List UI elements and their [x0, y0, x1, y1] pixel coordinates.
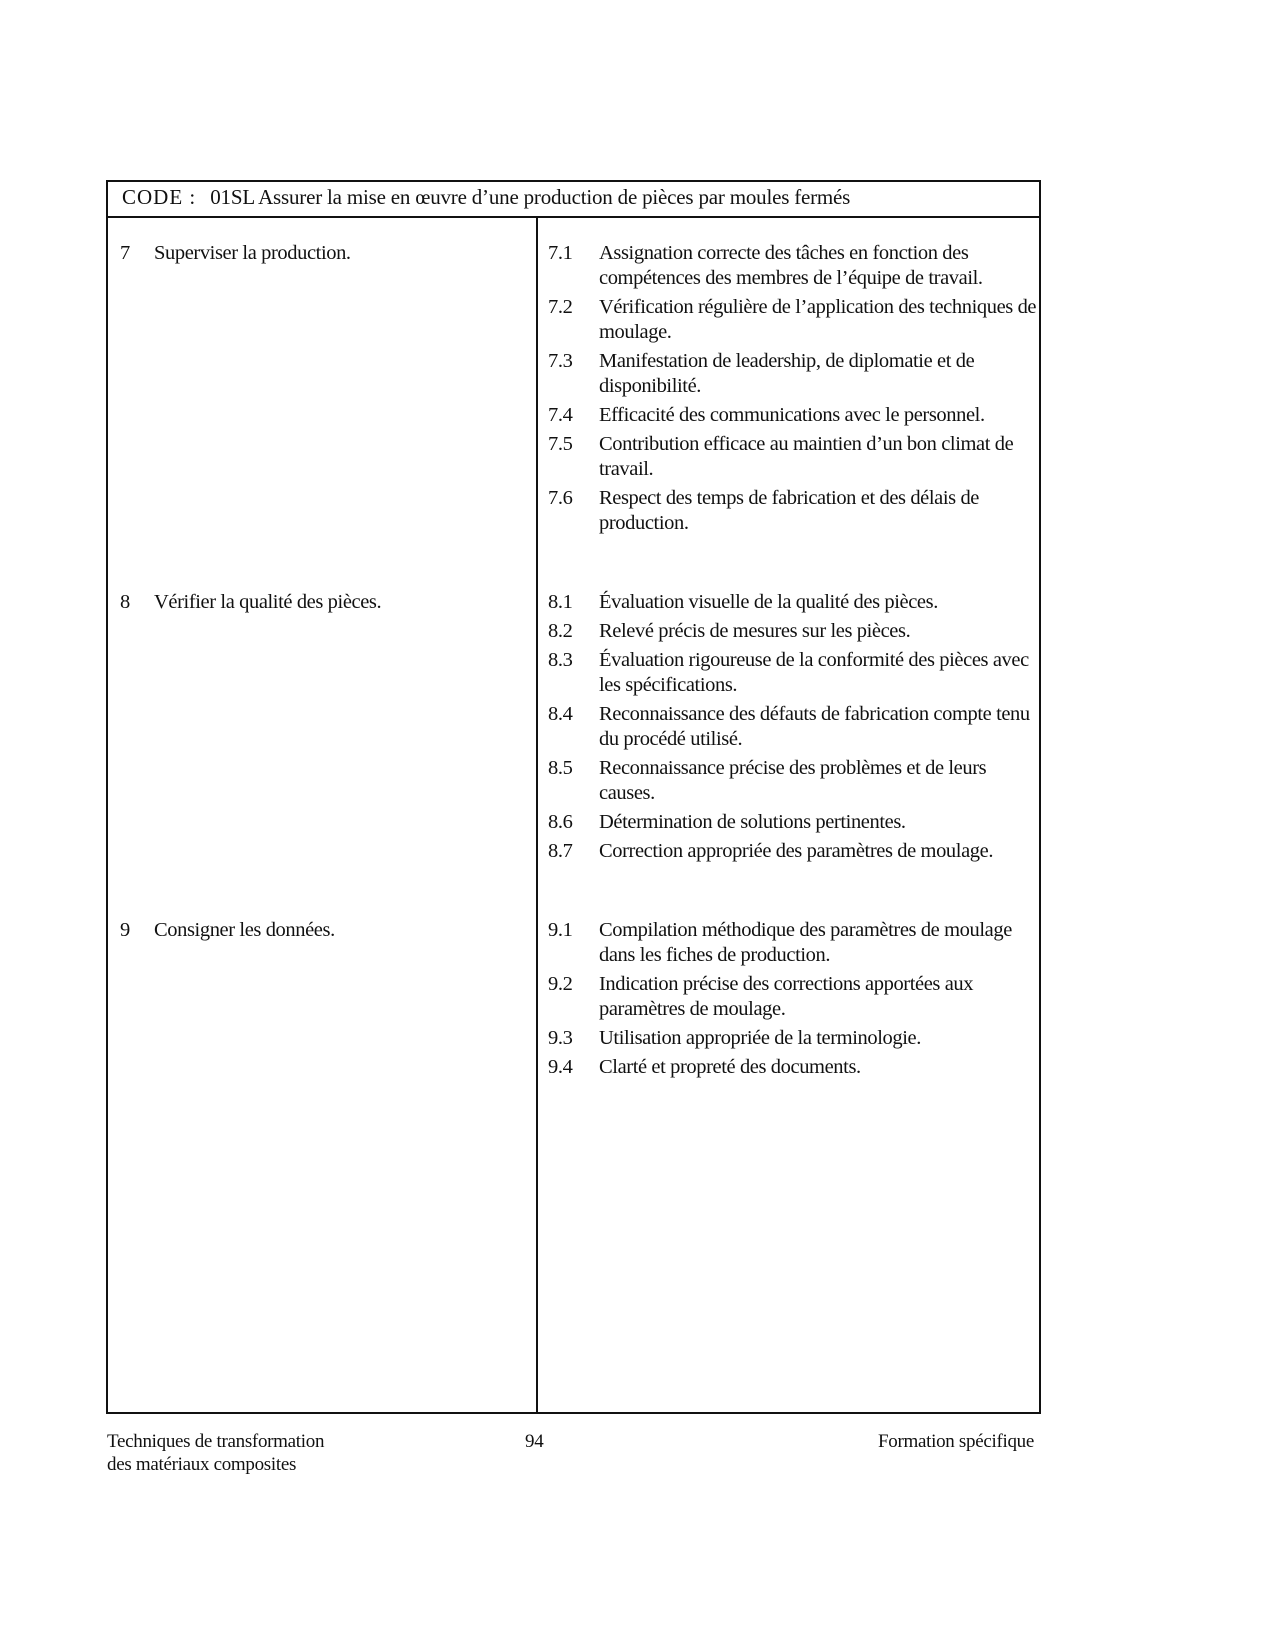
element-number: 7 [120, 242, 130, 264]
criterion-number: 8.2 [548, 620, 573, 642]
criterion-text: Détermination de solutions pertinentes. [599, 811, 906, 833]
criterion-item [548, 839, 1038, 864]
criterion-text: Manifestation de leadership, de diplomatie et de disponibilité. [599, 350, 975, 397]
criterion-text: Compilation méthodique des paramètres de moulage dans les fiches de production. [599, 919, 1012, 966]
criterion-text: Indication précise des corrections apportées aux paramètres de moulage. [599, 973, 974, 1020]
criterion-number: 7.2 [548, 296, 573, 318]
criterion-item [548, 432, 1038, 482]
header-divider [108, 216, 1039, 218]
criterion-number: 7.1 [548, 242, 573, 264]
criterion-text: Contribution efficace au maintien d’un bon climat de travail. [599, 433, 1014, 480]
criterion-number: 7.3 [548, 350, 573, 372]
criterion-text: Évaluation visuelle de la qualité des pièces. [599, 591, 938, 613]
competency-element [120, 590, 520, 615]
criterion-text: Reconnaissance précise des problèmes et de leurs causes. [599, 757, 987, 804]
criterion-text: Correction appropriée des paramètres de moulage. [599, 840, 994, 862]
criterion-item [548, 349, 1038, 399]
element-title: Consigner les données. [154, 919, 335, 941]
criterion-number: 7.5 [548, 433, 573, 455]
performance-criteria-list [548, 241, 1038, 540]
criterion-item [548, 1026, 1038, 1051]
element-title: Superviser la production. [154, 242, 351, 264]
criterion-item [548, 810, 1038, 835]
criterion-item [548, 972, 1038, 1022]
criterion-text: Vérification régulière de l’application des techniques de moulage. [599, 296, 1037, 343]
element-title: Vérifier la qualité des pièces. [154, 591, 382, 613]
code-label: CODE : [122, 185, 197, 209]
criterion-number: 7.6 [548, 487, 573, 509]
criterion-item [548, 648, 1038, 698]
criterion-item [548, 1055, 1038, 1080]
footer-program-line2: des matériaux composites [107, 1454, 297, 1475]
criterion-number: 8.6 [548, 811, 573, 833]
criterion-number: 9.1 [548, 919, 573, 941]
competency-table [106, 180, 1041, 1414]
criterion-number: 8.3 [548, 649, 573, 671]
criterion-number: 9.3 [548, 1027, 573, 1049]
element-number: 9 [120, 919, 130, 941]
criterion-text: Évaluation rigoureuse de la conformité des pièces avec les spécifications. [599, 649, 1029, 696]
footer-right: Formation spécifique [878, 1431, 1034, 1452]
column-divider [536, 218, 538, 1412]
criterion-text: Respect des temps de fabrication et des délais de production. [599, 487, 980, 534]
page-number: 94 [525, 1431, 544, 1452]
criterion-item [548, 590, 1038, 615]
criterion-item [548, 918, 1038, 968]
criterion-number: 8.7 [548, 840, 573, 862]
criterion-text: Clarté et propreté des documents. [599, 1056, 861, 1078]
code-header [122, 185, 850, 210]
criterion-text: Relevé précis de mesures sur les pièces. [599, 620, 911, 642]
criterion-item [548, 702, 1038, 752]
performance-criteria-list [548, 918, 1038, 1084]
criterion-text: Utilisation appropriée de la terminologie. [599, 1027, 921, 1049]
criterion-number: 8.4 [548, 703, 573, 725]
performance-criteria-list [548, 590, 1038, 868]
criterion-text: Reconnaissance des défauts de fabrication compte tenu du procédé utilisé. [599, 703, 1030, 750]
criterion-item [548, 486, 1038, 536]
code-title: 01SL Assurer la mise en œuvre d’une production de pièces par moules fermés [210, 185, 851, 209]
criterion-number: 9.4 [548, 1056, 573, 1078]
criterion-number: 9.2 [548, 973, 573, 995]
criterion-text: Assignation correcte des tâches en fonction des compétences des membres de l’équipe de travail. [599, 242, 983, 289]
criterion-item [548, 403, 1038, 428]
criterion-item [548, 241, 1038, 291]
criterion-number: 8.5 [548, 757, 573, 779]
criterion-item [548, 619, 1038, 644]
competency-element [120, 241, 520, 266]
criterion-item [548, 756, 1038, 806]
footer-left [107, 1430, 324, 1476]
competency-element [120, 918, 520, 943]
criterion-text: Efficacité des communications avec le personnel. [599, 404, 985, 426]
footer-program: Techniques de transformation [107, 1431, 325, 1452]
criterion-number: 7.4 [548, 404, 573, 426]
element-number: 8 [120, 591, 130, 613]
criterion-item [548, 295, 1038, 345]
criterion-number: 8.1 [548, 591, 573, 613]
